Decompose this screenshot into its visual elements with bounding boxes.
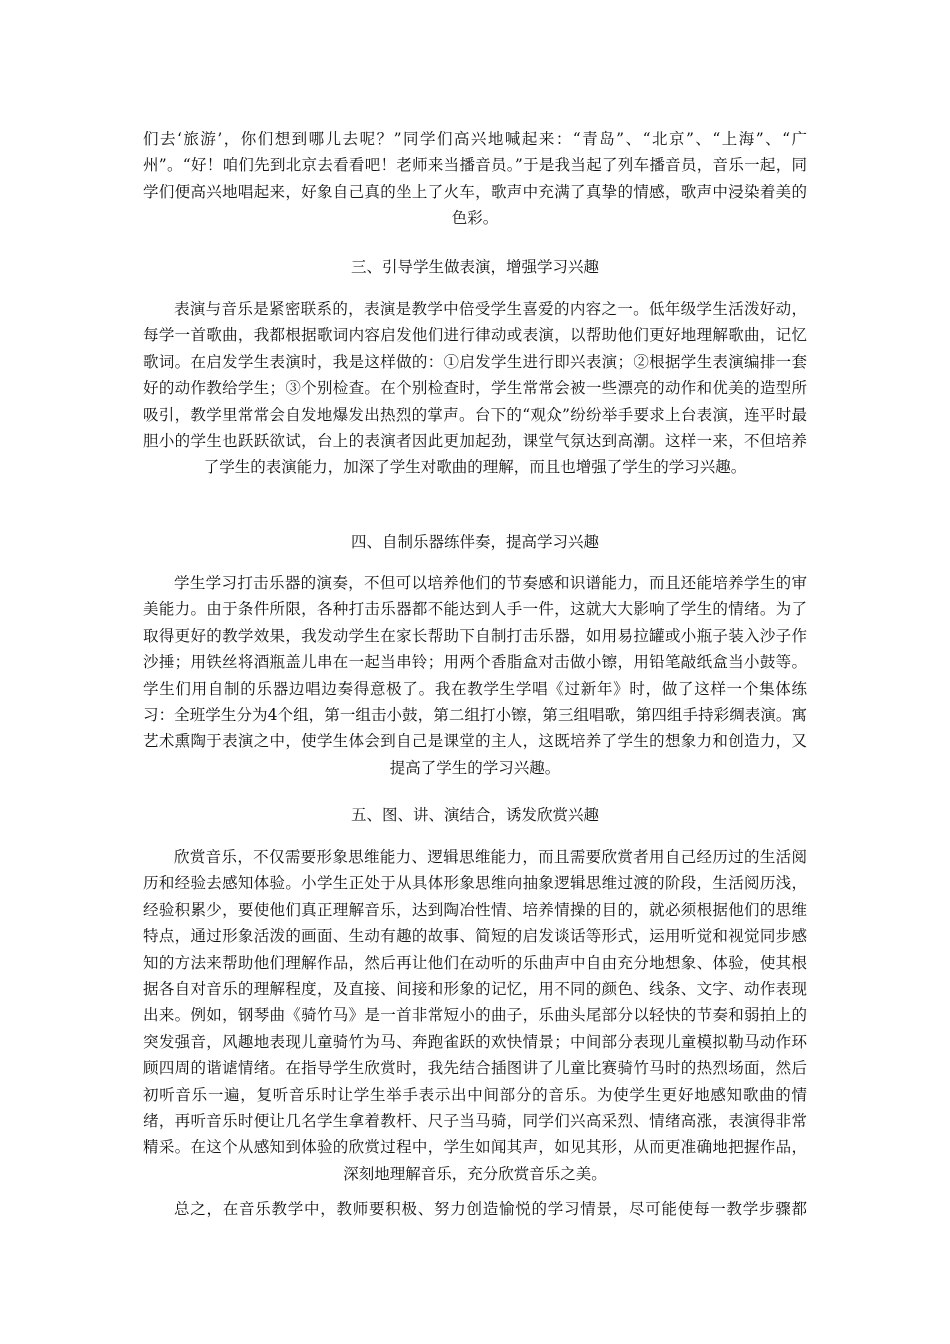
intro-paragraph: 们去‘旅游’，你们想到哪儿去呢？”同学们高兴地喊起来：“青岛”、“北京”、“上海”、“广州”。“好！咱们先到北京去看看吧！老师来当播音员。”于是我当起了列车播音员，音乐一起，同学们便高兴地唱起来，好象自己真的坐上了火车，歌声中充满了真挚的情感，歌声中浸染着美的色彩。	[143, 130, 807, 228]
section-paragraph-4: 学生学习打击乐器的演奏，不但可以培养他们的节奏感和识谱能力，而且还能培养学生的审美能力。由于条件所限，各种打击乐器都不能达到人手一件，这就大大影响了学生的情绪。为了取得更好的教学效果，我发动学生在家长帮助下自制打击乐器，如用易拉罐或小瓶子装入沙子作沙捶；用铁丝将酒瓶盖儿串在一起当串铃；用两个香脂盒对击做小镲，用铅笔敲纸盒当小鼓等。学生们用自制的乐器边唱边奏得意极了。我在教学生学唱《过新年》时，做了这样一个集体练习：全班学生分为4个组，第一组击小鼓，第二组打小镲，第三组唱歌，第四组手持彩绸表演。寓艺术熏陶于表演之中，使学生体会到自己是课堂的主人，这既培养了学生的想象力和创造力，又提高了学生的学习兴趣。	[143, 574, 807, 777]
closing-paragraph: 总之，在音乐教学中，教师要积极、努力创造愉悦的学习情景，尽可能使每一教学步骤都	[174, 1200, 807, 1218]
section-paragraph-3: 表演与音乐是紧密联系的，表演是教学中倍受学生喜爱的内容之一。低年级学生活泼好动，每学一首歌曲，我都根据歌词内容启发他们进行律动或表演，以帮助他们更好地理解歌曲，记忆歌词。在启发学生表演时，我是这样做的：①启发学生进行即兴表演；②根据学生表演编排一套好的动作教给学生；③个别检查。在个别检查时，学生常常会被一些漂亮的动作和优美的造型所吸引，教学里常常会自发地爆发出热烈的掌声。台下的“观众”纷纷举手要求上台表演，连平时最胆小的学生也跃跃欲试，台上的表演者因此更加起劲，课堂气氛达到高潮。这样一来，不但培养了学生的表演能力，加深了学生对歌曲的理解，而且也增强了学生的学习兴趣。	[143, 300, 807, 477]
section-heading-5: 五、图、讲、演结合，诱发欣赏兴趣	[350, 806, 599, 824]
section-heading-4: 四、自制乐器练伴奏，提高学习兴趣	[350, 533, 599, 551]
section-heading-3: 三、引导学生做表演，增强学习兴趣	[350, 258, 599, 276]
section-paragraph-5: 欣赏音乐，不仅需要形象思维能力、逻辑思维能力，而且需要欣赏者用自己经历过的生活阅历和经验去感知体验。小学生正处于从具体形象思维向抽象逻辑思维过渡的阶段，生活阅历浅，经验积累少，要使他们真正理解音乐，达到陶冶性情、培养情操的目的，就必须根据他们的思维特点，通过形象活泼的画面、生动有趣的故事、简短的启发谈话等形式，运用听觉和视觉同步感知的方法来帮助他们理解作品，然后再让他们在动听的乐曲声中自由充分地想象、体验，使其根据各自对音乐的理解程度，及直接、间接和形象的记忆，用不同的颜色、线条、文字、动作表现出来。例如，钢琴曲《骑竹马》是一首非常短小的曲子，乐曲头尾部分以轻快的节奏和弱拍上的突发强音，风趣地表现儿童骑竹为马、奔跑雀跃的欢快情景；中间部分表现儿童模拟勒马动作环顾四周的谐谑情绪。在指导学生欣赏时，我先结合插图讲了儿童比赛骑竹马时的热烈场面，然后初听音乐一遍，复听音乐时让学生举手表示出中间部分的音乐。为使学生更好地感知歌曲的情绪，再听音乐时便让几名学生拿着教杆、尺子当马骑，同学们兴高采烈、情绪高涨，表演得非常精采。在这个从感知到体验的欣赏过程中，学生如闻其声，如见其形，从而更准确地把握作品，深刻地理解音乐，充分欣赏音乐之美。	[143, 848, 807, 1183]
